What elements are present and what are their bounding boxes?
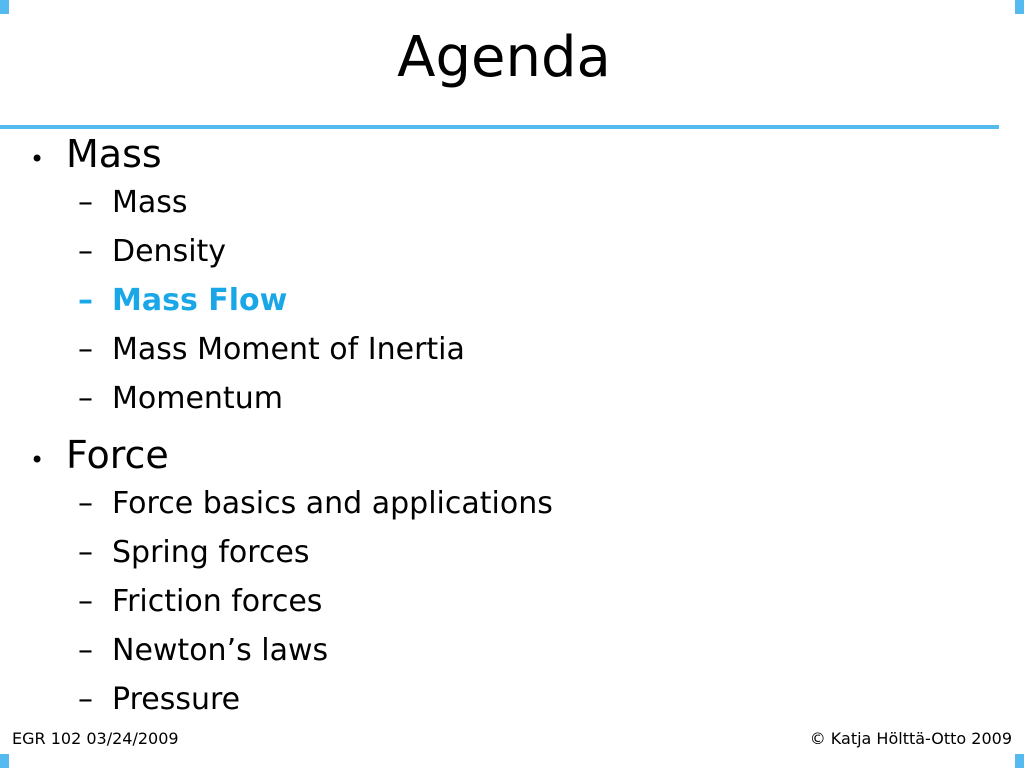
subtopic-item — [30, 227, 1004, 276]
topic-label: Mass — [66, 132, 162, 176]
subtopic-item — [30, 528, 1004, 577]
slide-title: Agenda — [397, 25, 611, 90]
corner-marker-bottom-right — [1015, 754, 1024, 768]
subtopic-label: Mass Flow — [112, 283, 288, 318]
footer-course-date: EGR 102 03/24/2009 — [12, 729, 179, 748]
subtopic-label: Mass Moment of Inertia — [112, 332, 465, 367]
subtopic-label: Density — [112, 234, 227, 269]
dash-icon: – — [78, 185, 93, 220]
dash-icon: – — [78, 381, 93, 416]
subtopic-label: Force basics and applications — [112, 486, 553, 521]
title-divider — [0, 125, 999, 129]
corner-marker-top-right — [1015, 0, 1024, 14]
subtopic-item — [30, 626, 1004, 675]
subtopic-list — [30, 178, 1004, 423]
topic-row — [30, 130, 1004, 178]
bullet-icon: • — [30, 145, 45, 173]
subtopic-label: Pressure — [112, 682, 241, 717]
topic-label: Force — [66, 433, 169, 477]
agenda-topic-mass — [30, 130, 1004, 423]
dash-icon: – — [78, 283, 93, 318]
agenda-topic-force — [30, 431, 1004, 724]
dash-icon: – — [78, 486, 93, 521]
corner-marker-bottom-left — [0, 754, 9, 768]
subtopic-label: Friction forces — [112, 584, 323, 619]
topic-row — [30, 431, 1004, 479]
corner-marker-top-left — [0, 0, 9, 14]
subtopic-item — [30, 374, 1004, 423]
subtopic-item — [30, 479, 1004, 528]
dash-icon: – — [78, 584, 93, 619]
dash-icon: – — [78, 633, 93, 668]
subtopic-item-active — [30, 276, 1004, 325]
dash-icon: – — [78, 332, 93, 367]
bullet-icon: • — [30, 446, 45, 474]
subtopic-label: Spring forces — [112, 535, 310, 570]
subtopic-item — [30, 325, 1004, 374]
agenda-list — [30, 130, 1004, 724]
subtopic-list — [30, 479, 1004, 724]
subtopic-label: Momentum — [112, 381, 283, 416]
dash-icon: – — [78, 535, 93, 570]
subtopic-label: Newton’s laws — [112, 633, 329, 668]
subtopic-item — [30, 675, 1004, 724]
dash-icon: – — [78, 682, 93, 717]
subtopic-label: Mass — [112, 185, 188, 220]
subtopic-item — [30, 178, 1004, 227]
dash-icon: – — [78, 234, 93, 269]
footer-copyright: © Katja Hölttä-Otto 2009 — [809, 729, 1012, 748]
subtopic-item — [30, 577, 1004, 626]
